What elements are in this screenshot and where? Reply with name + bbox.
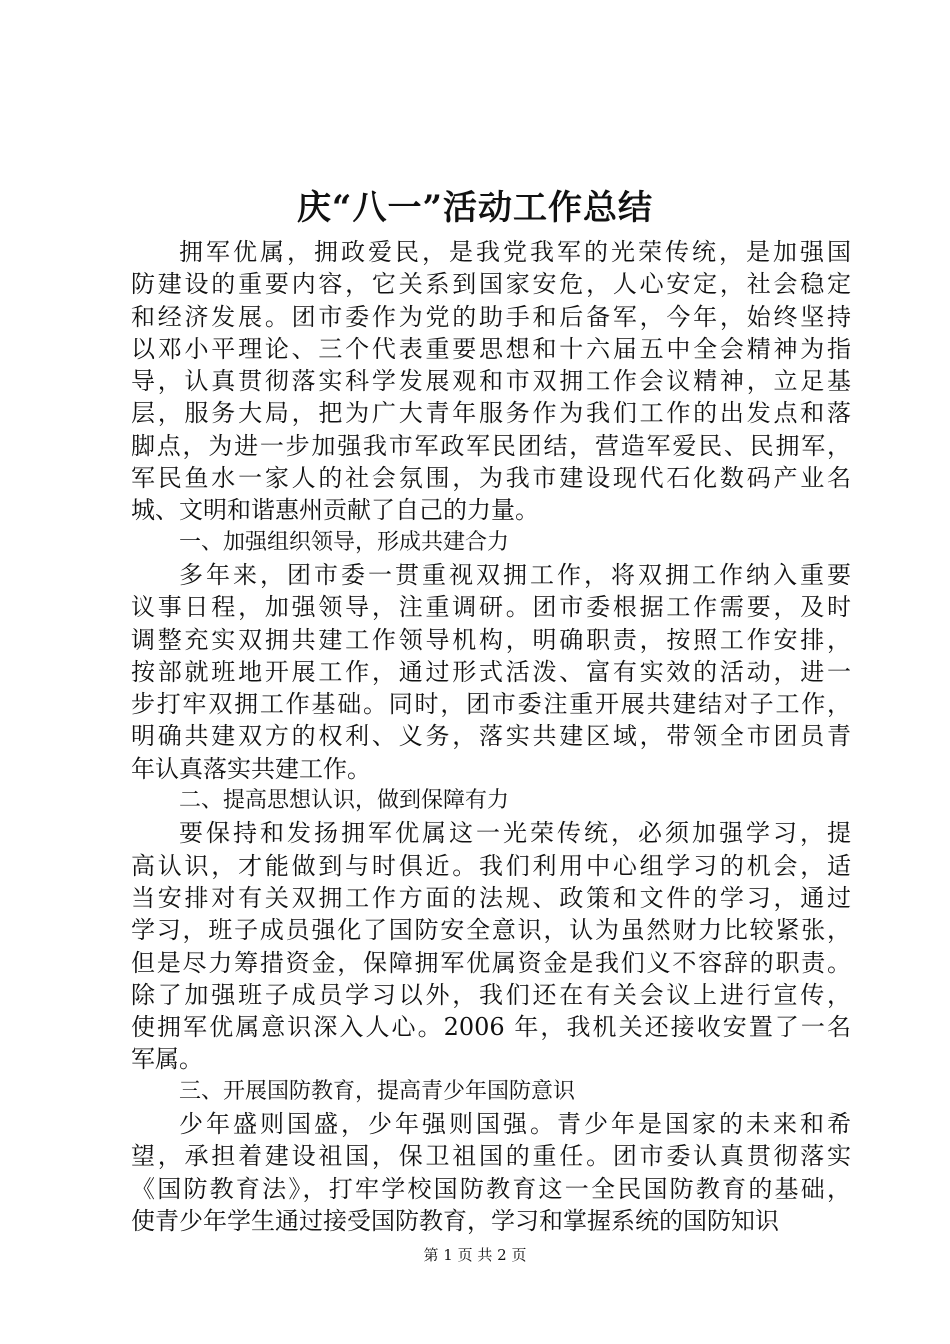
paragraph — [131, 236, 851, 527]
text-line: 步打牢双拥工作基础。同时，团市委注重开展共建结对子工作， — [131, 690, 851, 719]
text-line: 导，认真贯彻落实科学发展观和市双拥工作会议精神，立足基 — [131, 367, 851, 396]
paragraph — [131, 559, 851, 785]
paragraph — [131, 1108, 851, 1237]
document-title: 庆“八一”活动工作总结 — [296, 188, 654, 228]
paragraph — [131, 817, 851, 1075]
text-line: 层，服务大局，把为广大青年服务作为我们工作的出发点和落 — [131, 399, 851, 428]
text-line: 望，承担着建设祖国，保卫祖国的重任。团市委认真贯彻落实 — [131, 1142, 851, 1171]
section-heading — [131, 527, 851, 559]
text-line: 多年来，团市委一贯重视双拥工作，将双拥工作纳入重要 — [179, 560, 851, 589]
text-line: 使青少年学生通过接受国防教育，学习和掌握系统的国防知识 — [131, 1206, 779, 1235]
text-line: 议事日程，加强领导，注重调研。团市委根据工作需要，及时 — [131, 593, 851, 622]
text-line: 学习，班子成员强化了国防安全意识，认为虽然财力比较紧张， — [131, 916, 851, 945]
text-line: 《国防教育法》，打牢学校国防教育这一全民国防教育的基础， — [131, 1174, 851, 1203]
heading-text: 二、提高思想认识，做到保障有力 — [179, 788, 510, 814]
text-line: 脚点，为进一步加强我市军政军民团结，营造军爱民、民拥军， — [131, 431, 851, 460]
text-line: 调整充实双拥共建工作领导机构，明确职责，按照工作安排， — [131, 625, 851, 654]
text-line: 和经济发展。团市委作为党的助手和后备军，今年，始终坚持 — [131, 302, 851, 331]
heading-text: 一、加强组织领导，形成共建合力 — [179, 529, 510, 555]
text-line: 少年盛则国盛，少年强则国强。青少年是国家的未来和希 — [179, 1110, 851, 1139]
section-heading — [131, 785, 851, 817]
section-heading — [131, 1076, 851, 1108]
text-line: 按部就班地开展工作，通过形式活泼、富有实效的活动，进一 — [131, 657, 851, 686]
text-line: 以邓小平理论、三个代表重要思想和十六届五中全会精神为指 — [131, 334, 851, 363]
text-line: 明确共建双方的权利、义务，落实共建区域，带领全市团员青 — [131, 722, 851, 751]
text-line: 使拥军优属意识深入人心。2006 年，我机关还接收安置了一名 — [131, 1013, 851, 1042]
text-line: 高认识，才能做到与时俱近。我们利用中心组学习的机会，适 — [131, 851, 851, 880]
text-line: 年认真落实共建工作。 — [131, 754, 371, 783]
text-line: 但是尽力筹措资金，保障拥军优属资金是我们义不容辞的职责。 — [131, 948, 851, 977]
text-line: 除了加强班子成员学习以外，我们还在有关会议上进行宣传， — [131, 980, 851, 1009]
text-line: 防建设的重要内容，它关系到国家安危，人心安定，社会稳定 — [131, 270, 851, 299]
heading-text: 三、开展国防教育，提高青少年国防意识 — [179, 1078, 576, 1104]
text-line: 军民鱼水一家人的社会氛围，为我市建设现代石化数码产业名 — [131, 464, 851, 493]
text-line: 要保持和发扬拥军优属这一光荣传统，必须加强学习，提 — [179, 819, 851, 848]
document-body — [131, 236, 851, 1237]
page-footer: 第 1 页 共 2 页 — [423, 1246, 527, 1264]
text-line: 拥军优属，拥政爱民，是我党我军的光荣传统，是加强国 — [179, 238, 851, 266]
text-line: 军属。 — [131, 1045, 203, 1074]
text-line: 当安排对有关双拥工作方面的法规、政策和文件的学习，通过 — [131, 883, 851, 912]
text-line: 城、文明和谐惠州贡献了自己的力量。 — [131, 496, 539, 525]
